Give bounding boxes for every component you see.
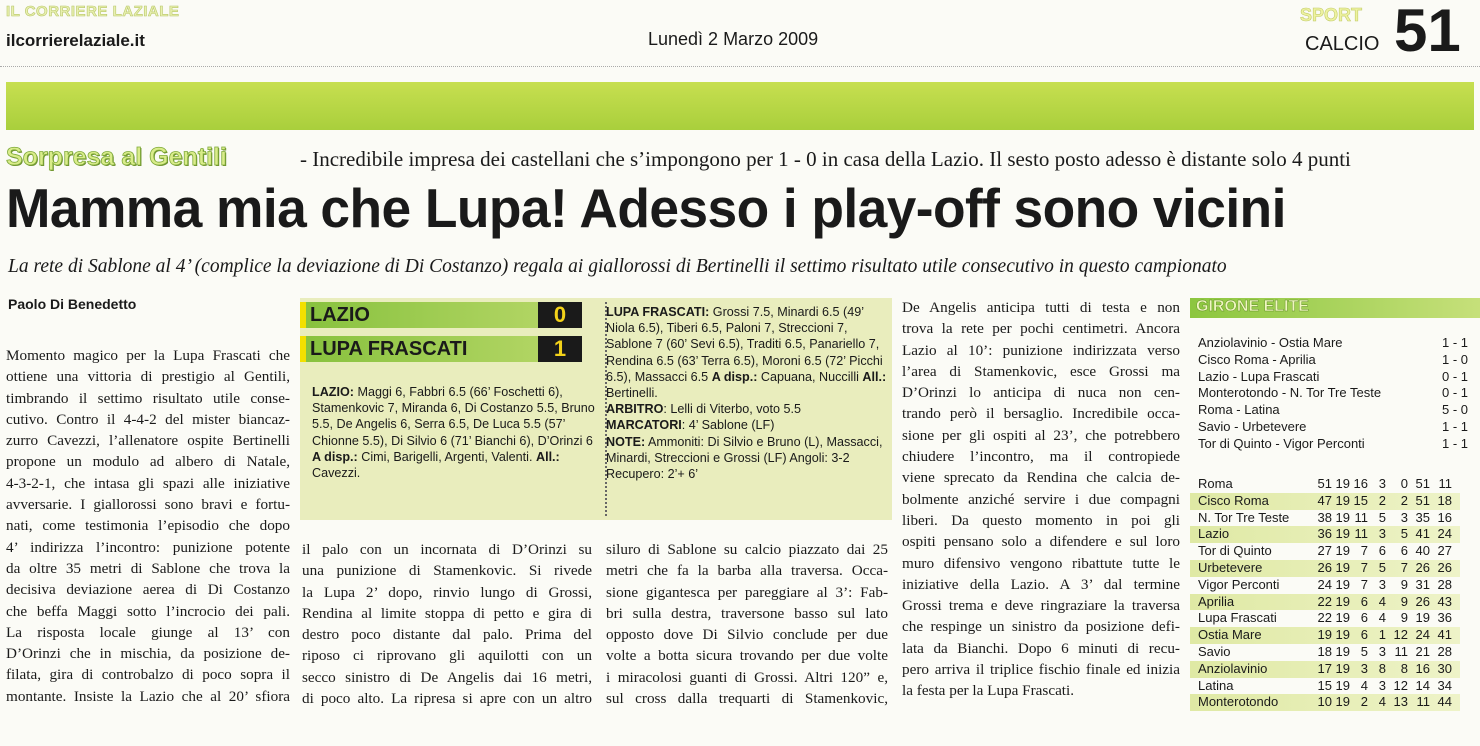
label: A disp.: — [312, 449, 358, 464]
score: 0 - 1 — [1441, 385, 1468, 401]
match: Monterotondo - N. Tor Tre Teste — [1198, 385, 1382, 401]
lupa-lineup — [606, 304, 888, 482]
team: Anziolavinio — [1198, 660, 1268, 676]
subheadline: La rete di Sablone al 4’ (complice la deviazione di Di Costanzo) regala ai giallorossi di Bertinelli il settimo risultato utile consecutivo in questo campionato — [8, 256, 1227, 277]
deck: - Incredibile impresa dei castellani che s’impongono per 1 - 0 in casa della Lazio. Il sesto posto adesso è distante solo 4 punti — [300, 147, 1351, 171]
label: All.: — [535, 449, 560, 464]
text-line: secco sinistro di De Angelis dai 16 metri, — [302, 668, 592, 686]
issue-date: Lunedì 2 Marzo 2009 — [648, 29, 819, 49]
text-line: ospiti pensano solo a difendere e sul loro — [902, 533, 1180, 551]
text-line: destro poco distante dal palo. Prima del — [302, 626, 592, 644]
standings-row — [1190, 610, 1460, 627]
team: Vigor Perconti — [1198, 576, 1280, 592]
team: Cisco Roma — [1198, 492, 1269, 508]
text-line: Lazio al 10’: punizione indirizzata verso — [902, 341, 1180, 359]
match: Lazio - Lupa Frascati — [1198, 368, 1320, 384]
standings-row — [1190, 594, 1460, 611]
result-row — [1198, 352, 1472, 369]
stat: 26 — [1415, 593, 1430, 609]
text-line: volte a botta sicura trovando per due volte — [606, 647, 888, 665]
stat: 36 — [1437, 610, 1452, 626]
match: Roma - Latina — [1198, 402, 1280, 418]
stat: 19 — [1335, 559, 1350, 575]
label: LUPA FRASCATI: — [606, 305, 710, 319]
text-line: viene sprecato da Rendina che calcia de- — [902, 469, 1180, 487]
stat: 8 — [1400, 660, 1408, 676]
text-line: chiudere l’incontro, ma il contropiede — [902, 448, 1180, 466]
text-line: che respinge un sinistro da posizione defi- — [902, 618, 1180, 636]
stat: 19 — [1335, 492, 1350, 508]
sidebar-title: GIRONE ELITE — [1190, 298, 1480, 318]
label: NOTE: — [606, 434, 646, 449]
text: Grossi 7.5, Minardi 6.5 (49’ Niola 6.5), Tiberi 6.5, Paloni 7, Streccioni 7, Sablone 7 (60’ Sevi 6.5), Traditi 6.5, Panariello 7, Rendina 6.5 (63’ Terra 6.5), Moroni 6.5 (72’ Picchi 6.5), Massacci 6.5 — [606, 305, 883, 384]
divider — [0, 66, 1480, 67]
league-sidebar — [1190, 298, 1480, 710]
result-row — [1198, 385, 1472, 402]
standings-row — [1190, 526, 1460, 543]
stat: 13 — [1393, 694, 1408, 710]
stat: 41 — [1437, 627, 1452, 643]
stat: 5 — [1360, 643, 1368, 659]
score: 1 - 1 — [1441, 418, 1468, 434]
stat: 3 — [1378, 476, 1386, 491]
text-line: liberi. Da questo momento in poi gli — [902, 511, 1180, 529]
stat: 6 — [1360, 627, 1368, 643]
stat: 30 — [1437, 660, 1452, 676]
stat: 41 — [1415, 526, 1430, 542]
stat: 22 — [1317, 593, 1332, 609]
stat: 26 — [1415, 559, 1430, 575]
stat: 28 — [1437, 643, 1452, 659]
stat: 2 — [1360, 694, 1368, 710]
stat: 22 — [1317, 610, 1332, 626]
stat: 14 — [1415, 677, 1430, 693]
stat: 18 — [1317, 643, 1332, 659]
subsection-label: CALCIO — [1305, 33, 1380, 55]
text-line: la festa per la Lupa Frascati. — [902, 682, 1075, 700]
stat: 3 — [1400, 509, 1408, 525]
text-line: bolmente anziché servire i due compagni — [902, 490, 1180, 508]
stat: 10 — [1317, 694, 1332, 710]
text-line: pero arriva il triplice fischio finale ed inizia — [902, 661, 1180, 679]
text-line: avversarie. I giallorossi sono bravi e fortu- — [6, 496, 290, 514]
text-line: iniziative della Lazio. A 3’ dal termine — [902, 575, 1180, 593]
stat: 2 — [1378, 492, 1386, 508]
team: Savio — [1198, 643, 1231, 659]
text-line: la Lupa 2’ dopo, rinvio lungo di Grossi, — [302, 583, 592, 601]
team: Tor di Quinto — [1198, 543, 1272, 559]
stat: 24 — [1415, 627, 1430, 643]
team: Latina — [1198, 677, 1234, 693]
standings-table — [1190, 476, 1460, 711]
standings-row — [1190, 560, 1460, 577]
label: LAZIO: — [312, 385, 354, 399]
text-line: montante. Insiste la Lazio che al 20’ sfiora — [6, 687, 290, 705]
stat: 18 — [1437, 492, 1452, 508]
text-line: metri che fa la barba alla traversa. Occa- — [606, 562, 888, 580]
header-band — [6, 82, 1474, 130]
stat: 19 — [1335, 576, 1350, 592]
stat: 38 — [1317, 509, 1332, 525]
away-team: LUPA FRASCATI — [300, 336, 582, 362]
stat: 19 — [1335, 627, 1350, 643]
result-row — [1198, 419, 1472, 436]
text-line: sione gigantesca per pareggiare al 3’: Fab- — [606, 583, 888, 601]
text-line: una punizione di Stamenkovic. Si rivede — [302, 562, 592, 580]
away-score: 1 — [538, 336, 582, 362]
stat: 26 — [1317, 559, 1332, 575]
text: Cavezzi. — [312, 466, 361, 481]
stat: 6 — [1360, 610, 1368, 626]
standings-row — [1190, 694, 1460, 711]
text: : Lelli di Viterbo, voto 5.5 — [663, 402, 802, 417]
stat: 11 — [1354, 526, 1368, 542]
text-line: cutivo. Contro il 4-4-2 del mister biancaz- — [6, 410, 290, 428]
stat: 7 — [1360, 543, 1368, 559]
stat: 4 — [1378, 593, 1386, 609]
text-line: muro difensivo vengono ribattute tutte le — [902, 554, 1180, 572]
stat: 24 — [1437, 526, 1452, 542]
stat: 9 — [1400, 576, 1408, 592]
stat: 5 — [1400, 526, 1408, 542]
stat: 4 — [1378, 694, 1386, 710]
text-line: La risposta locale giunge al 13’ con — [6, 623, 290, 641]
stat: 11 — [1438, 476, 1452, 491]
stat: 35 — [1415, 509, 1430, 525]
text-line: propone un modulo ad albero di Natale, — [6, 453, 290, 471]
stat: 19 — [1317, 627, 1332, 643]
text-line: Rendina al limite stoppa di petto e gira di — [302, 604, 592, 622]
label: A disp.: — [711, 369, 758, 384]
text-line: lata da Bianchi. Dopo 6 minuti di recu- — [902, 639, 1180, 657]
score: 1 - 1 — [1441, 435, 1468, 451]
stat: 3 — [1378, 677, 1386, 693]
home-team: LAZIO — [300, 302, 582, 328]
standings-row — [1190, 678, 1460, 695]
kicker: Sorpresa al Gentili — [6, 143, 227, 171]
text-line: zurro Cavezzi, l’allenatore ospite Bertinelli — [6, 432, 290, 450]
team: Lupa Frascati — [1198, 610, 1277, 626]
text-line: sul cross dalla trequarti di Stamenkovic, — [606, 690, 888, 708]
text-line: siluro di Sablone su calcio piazzato dai 25 — [606, 541, 888, 558]
stat: 24 — [1317, 576, 1332, 592]
text-line: Momento magico per la Lupa Frascati che — [6, 347, 290, 364]
stat: 16 — [1353, 476, 1368, 491]
text-line: sione per gli ospiti al 23’, che potrebbero — [902, 426, 1180, 444]
text-line: trova la rete per pochi centimetri. Ancora — [902, 320, 1180, 338]
article-column-2 — [302, 539, 592, 709]
stat: 7 — [1360, 559, 1368, 575]
match: Tor di Quinto - Vigor Perconti — [1198, 435, 1365, 451]
stat: 43 — [1437, 593, 1452, 609]
text-line: bri sulla destra, traversone basso sul lato — [606, 604, 888, 622]
stat: 5 — [1378, 509, 1386, 525]
website: ilcorrierelaziale.it — [6, 31, 145, 50]
text: Bertinelli. — [606, 386, 658, 401]
stat: 40 — [1415, 543, 1430, 559]
stat: 16 — [1415, 660, 1430, 676]
stat: 15 — [1353, 492, 1368, 508]
text-line: ottiene una vittoria di prestigio al Gentili, — [6, 368, 290, 386]
text-line: che beffa Maggi sotto l’incrocio dei pali. — [6, 602, 290, 620]
text: : 4’ Sablone (LF) — [681, 418, 775, 433]
stat: 3 — [1378, 526, 1386, 542]
team: N. Tor Tre Teste — [1198, 509, 1290, 525]
text-line: timbrando il settimo risultato utile conse- — [6, 389, 290, 407]
stat: 27 — [1317, 543, 1332, 559]
text-line: Grossi trema e deve ringraziare la traversa — [902, 597, 1180, 615]
stat: 19 — [1335, 660, 1350, 676]
score: 5 - 0 — [1441, 402, 1468, 418]
stat: 36 — [1317, 526, 1332, 542]
stat: 11 — [1416, 694, 1430, 710]
team: Monterotondo — [1198, 694, 1279, 710]
standings-row — [1190, 661, 1460, 678]
stat: 2 — [1400, 492, 1408, 508]
stat: 4 — [1378, 610, 1386, 626]
home-score: 0 — [538, 302, 582, 328]
newspaper-logo: IL CORRIERE LAZIALE — [6, 3, 180, 20]
stat: 19 — [1335, 610, 1350, 626]
text-line: l’area di Stamenkovic, esce Grossi ma — [902, 362, 1180, 380]
stat: 26 — [1437, 559, 1452, 575]
stat: 19 — [1335, 476, 1350, 491]
label: All.: — [862, 369, 887, 384]
text-line: 4’ indirizza l’incontro: punizione potente — [6, 538, 290, 556]
stat: 12 — [1393, 627, 1408, 643]
result-row — [1198, 335, 1472, 352]
stat: 1 — [1378, 627, 1386, 643]
text-line: D’Orinzi che in mischia, da posizione de- — [6, 645, 290, 663]
standings-row — [1190, 510, 1460, 527]
team: Aprilia — [1198, 593, 1235, 609]
result-row — [1198, 402, 1472, 419]
stat: 3 — [1378, 643, 1386, 659]
team: Lazio — [1198, 526, 1230, 542]
stat: 7 — [1360, 576, 1368, 592]
score: 0 - 1 — [1441, 368, 1468, 384]
stat: 11 — [1354, 509, 1368, 525]
standings-row — [1190, 627, 1460, 644]
text-line: D’Orinzi lo anticipa di nuca non cen- — [902, 384, 1180, 402]
stat: 19 — [1335, 509, 1350, 525]
byline: Paolo Di Benedetto — [8, 296, 137, 312]
stat: 44 — [1437, 694, 1452, 710]
score: 1 - 0 — [1441, 351, 1468, 367]
text-line: di poco alto. La ripresa si apre con un altro — [302, 690, 592, 708]
stat: 9 — [1400, 610, 1408, 626]
stat: 19 — [1335, 526, 1350, 542]
match-box — [300, 298, 892, 520]
text-line: decisiva deviazione aerea di Di Costanzo — [6, 581, 290, 599]
stat: 5 — [1378, 559, 1386, 575]
label: ARBITRO — [606, 402, 664, 417]
team: Urbetevere — [1198, 559, 1263, 575]
stat: 31 — [1415, 576, 1430, 592]
standings-row — [1190, 577, 1460, 594]
team: Ostia Mare — [1198, 627, 1262, 643]
text-line: i miracolosi guanti di Grossi. Altri 120” e, — [606, 668, 888, 686]
stat: 19 — [1335, 677, 1350, 693]
article-column-1 — [6, 345, 290, 707]
stat: 3 — [1378, 576, 1386, 592]
stat: 6 — [1400, 543, 1408, 559]
stat: 9 — [1400, 593, 1408, 609]
stat: 3 — [1360, 660, 1368, 676]
text-line: il palo con un incornata di D’Orinzi su — [302, 541, 592, 558]
text: Maggi 6, Fabbri 6.5 (66’ Foschetti 6), Stamenkovic 7, Miranda 6, Di Costanzo 5.5, Bruno 5.5, De Angelis 6, Serra 6.5, De Luca 5.5 (57’ Chionne 5.5), Di Silvio 6 (71’ Bianchi 6), D’Orinzi 6 — [312, 385, 595, 448]
stat: 21 — [1415, 643, 1430, 659]
stat: 51 — [1415, 492, 1430, 508]
label: MARCATORI — [606, 418, 682, 433]
stat: 47 — [1317, 492, 1332, 508]
standings-row — [1190, 476, 1460, 493]
stat: 16 — [1437, 509, 1452, 525]
stat: 11 — [1394, 643, 1408, 659]
text: Ammoniti: Di Silvio e Bruno (L), Massacci, Minardi, Streccioni e Grossi (LF) Angoli: 3-2 Recupero: 2’+ 6’ — [606, 434, 883, 482]
stat: 19 — [1335, 643, 1350, 659]
match: Savio - Urbetevere — [1198, 418, 1307, 434]
stat: 7 — [1400, 559, 1408, 575]
text-line: nati, come testimonia l’episodio che dopo — [6, 517, 290, 535]
lazio-lineup — [312, 384, 600, 481]
result-row — [1198, 369, 1472, 386]
standings-row — [1190, 543, 1460, 560]
article-column-4 — [902, 297, 1180, 702]
text-line: filata, gira di controbalzo di poco sopra il — [6, 666, 290, 684]
stat: 19 — [1335, 543, 1350, 559]
stat: 15 — [1317, 677, 1332, 693]
standings-row — [1190, 493, 1460, 510]
stat: 19 — [1335, 694, 1350, 710]
match: Anziolavinio - Ostia Mare — [1198, 335, 1343, 350]
stat: 4 — [1360, 677, 1368, 693]
stat: 6 — [1360, 593, 1368, 609]
stat: 51 — [1317, 476, 1332, 491]
text: Cimi, Barigelli, Argenti, Valenti. — [357, 449, 536, 464]
text-line: 4-3-2-1, che intasa gli spazi alle iniziative — [6, 474, 290, 492]
text-line: De Angelis anticipa tutti di testa e non — [902, 299, 1180, 316]
stat: 6 — [1378, 543, 1386, 559]
stat: 17 — [1317, 660, 1332, 676]
team: Roma — [1198, 476, 1233, 491]
results-list — [1190, 335, 1480, 453]
score: 1 - 1 — [1441, 335, 1468, 350]
text-line: da oltre 35 metri di Sablone che trova la — [6, 559, 290, 577]
match: Cisco Roma - Aprilia — [1198, 351, 1316, 367]
headline: Mamma mia che Lupa! Adesso i play-off sono vicini — [6, 177, 1286, 239]
stat: 19 — [1415, 610, 1430, 626]
stat: 0 — [1400, 476, 1408, 491]
text-line: trando però il bersaglio. Incredibile occa- — [902, 405, 1180, 423]
text-line: opposto dove Di Silvio conclude per due — [606, 626, 888, 644]
section-label: SPORT — [1300, 5, 1363, 25]
article-column-3 — [606, 539, 888, 709]
stat: 12 — [1393, 677, 1408, 693]
stat: 8 — [1378, 660, 1386, 676]
stat: 34 — [1437, 677, 1452, 693]
standings-row — [1190, 644, 1460, 661]
text-line: riposo ci riprovano gli aquilotti con un — [302, 647, 592, 665]
page-number: 51 — [1394, 0, 1461, 64]
stat: 19 — [1335, 593, 1350, 609]
stat: 27 — [1437, 543, 1452, 559]
result-row — [1198, 436, 1472, 453]
text: Capuana, Nuccilli — [757, 369, 863, 384]
stat: 28 — [1437, 576, 1452, 592]
stat: 51 — [1415, 476, 1430, 491]
